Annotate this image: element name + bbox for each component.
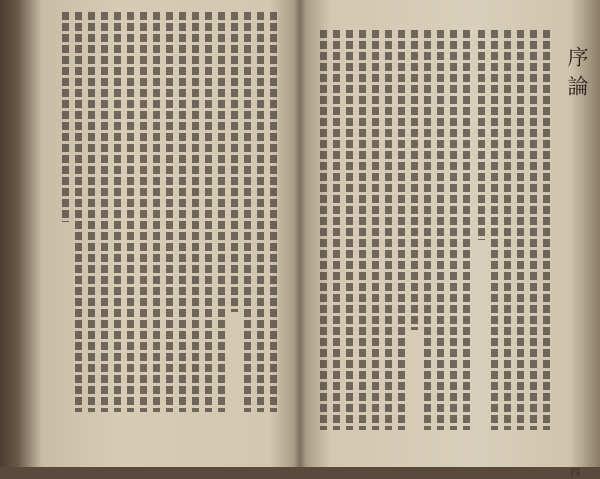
text-column [385,30,392,430]
text-column [517,30,524,430]
text-column [101,12,108,412]
text-column [411,30,418,330]
chapter-heading: 序論 [565,46,589,104]
text-column [437,30,444,430]
text-column [153,12,160,412]
text-column [244,12,251,412]
text-column [359,30,366,430]
text-column [62,12,69,222]
text-column [372,30,379,430]
text-column [333,30,340,430]
text-column [543,30,550,430]
text-column [231,12,238,312]
text-column [491,30,498,430]
left-page [40,12,290,452]
text-column [530,30,537,430]
text-column [257,12,264,412]
text-column [114,12,121,412]
text-column [75,12,82,412]
text-column [127,12,134,412]
text-column [140,12,147,412]
right-page-number: 四 [570,468,580,479]
text-column [166,12,173,412]
text-column [463,30,470,430]
text-column [179,12,186,412]
text-column [205,12,212,412]
text-column [218,12,225,412]
right-page [308,12,589,479]
text-column [320,30,327,430]
text-column [88,12,95,412]
text-column [424,30,431,430]
text-column [478,30,485,240]
text-column [504,30,511,430]
text-column [270,12,277,412]
text-column [398,30,405,430]
text-column [192,12,199,412]
text-column [346,30,353,430]
text-column [450,30,457,430]
